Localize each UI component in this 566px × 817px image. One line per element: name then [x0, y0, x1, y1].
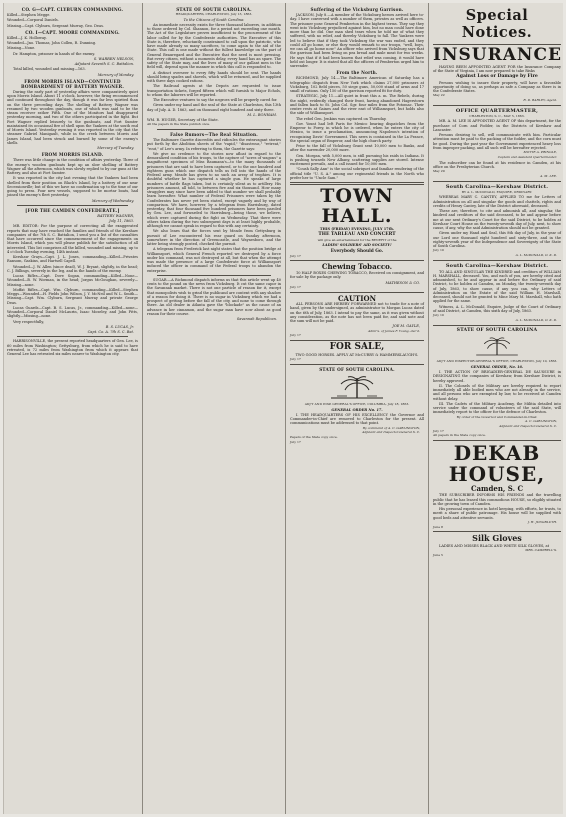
palmetto-seal-image: [465, 336, 529, 358]
article-paragraph: The rebel Gen. Jenkins was captured on Thursday.: [296, 116, 387, 121]
ad-date: July 17: [433, 428, 444, 433]
ad-text: MR. A. M. LEE IS APPOINTED AGENT OF this department, for the purchase of Corn and Fodder, in the Districts of Kershaw and Lancaster.: [433, 119, 561, 132]
ad-date: May 29: [433, 169, 445, 174]
article-paragraph: The Railroad agents at the Depots are requested to issue transportation tickets, forged fifteen which will furnish to Major Echols, to whom the laborers will be reported.: [147, 84, 281, 97]
ad-divider: [290, 292, 424, 293]
town-hall-society: LADIES' SOLDIERS' AID SOCIETY!: [322, 243, 392, 248]
divider: [17, 336, 128, 337]
column-rule: [428, 3, 429, 814]
ad-emphasis: Against Loss or Damage by Fire: [456, 74, 538, 80]
heading-from-north: From the North.: [336, 70, 378, 76]
for-sale-title: FOR SALE,: [329, 342, 385, 353]
article-paragraph: A telegram from Frederick last night states that the position bridge at Williamsport, which General French reported we destroyed by a force under his command, was not destroyed at all, but that when the attempt was made the presence of a large Confederate force at Williamsport induced the officer in command of the Federal troops to abandon the enterprise.: [147, 247, 281, 273]
ad-date: June 8: [433, 524, 444, 529]
article-paragraph: Lucas Guards—Capt. B. S. Lucas, Jr., commanding—Killed—none—Wounded—Corporal Daniel McLaurin, Isaac Moseley, and John Pitts, slightly—Missing—none.: [7, 305, 138, 319]
notice-byline: BY A. L. McDONALD, ESQUIRE, ORDINARY.: [461, 189, 533, 194]
article-paragraph: It was reported in the city last evening that the Yankees had been shelled from their position on Black's Island, by a battery of our near Secessionville; but of this we have no confirmation up to the time of our going to press. Four new vessels, supposed to be mortar boats, had joined the enemy's fleet yesterday.: [7, 176, 138, 198]
salutation: To the Citizens of South Carolina:: [183, 17, 245, 22]
casualty-line: Missing—Capt. Clyburn, Sergeant Murray, Geo. Deas.: [7, 23, 105, 28]
dateline: Mercury of Wednesday.: [91, 198, 134, 203]
ad-text: Persons desiring to sell, will communicate with him. Particular attention must be paid to the packing of the fodder, and the corn must be good. During the past year the Government experienced heavy loss from improper packing, and all such will be hereafter rejected.: [433, 133, 561, 150]
article-paragraph: Given under my hand and the seal of the State at Charleston, this 13th day of July. A. D. 1863, and on thousand eight hundred and sixty three.: [147, 103, 281, 112]
article-paragraph: HARRISONVILLE, the present reported headquarters of Gen. Lee, is 60 miles from Washington; Gettysburg, from which he is said to have retreated, is 72 miles from Washington from which it appears that General Lee has retreated six miles nearer to Washington city.: [7, 339, 138, 357]
ad-date: July 17: [290, 357, 301, 362]
ad-divider: [290, 260, 424, 261]
dateline: Savannah Republican.: [236, 317, 277, 322]
column-4: [430, 3, 564, 814]
ad-signature: MATHESON & CO.: [385, 280, 420, 285]
town-hall-date: THIS (FRIDAY) EVENING, JULY 17th.: [319, 226, 395, 231]
heading-co-i: CO. I—CAPT. MOORE COMMANDING.: [25, 29, 120, 35]
article-paragraph: The Executive ventures to say the negroes will be properly cared for.: [153, 98, 278, 103]
ad-date: July 17: [290, 253, 301, 258]
office-qm-title: OFFICE QUARTERMASTER,: [455, 107, 539, 114]
divider: [157, 129, 271, 130]
ad-text: LADIES AND MISSES BLACK AND WHITE SILK GLOVES, at: [439, 543, 550, 548]
heading-state-sc-2: STATE OF SOUTH CAROLINA.: [319, 366, 395, 372]
ad-divider: [433, 260, 561, 261]
insurance-title: INSURANCE: [433, 44, 562, 65]
ad-date: June 5: [433, 552, 444, 557]
ad-date: July 17: [290, 284, 301, 289]
order-text: I. THE HEADQUARTERS OF HIS EXCELLENCY the Governor and Commander-in-Chief are removed to Charleston for the present. All communications must be addressed to that point.: [290, 412, 424, 426]
order-text: By order of the Governor and Commander-in-Chief.: [456, 414, 538, 419]
casualty-line: Wounded—Corporal Daniels.: [7, 18, 59, 23]
chewing-tobacco-title: Chewing Tobacco.: [321, 262, 393, 272]
signature: M. L. BONHAM.: [247, 112, 277, 117]
column-1: [4, 3, 141, 814]
article-paragraph: MR. EDITOR: For the purpose of correcting all the exaggerated reports that may have reached the families and friends of the Kershaw companies of the 7th S. C. Battalion, I send you a list of the casualties that have occurred since the commencement of the engagements on Morris Island, which you will please publish for the satisfaction of all interested. This list comprises all the killed, wounded and missing, up to 4 o'clock Tuesday evening, 14th instant.: [7, 224, 138, 254]
ad-signature: R. D. BARLEY, Agent.: [523, 98, 557, 103]
notice-text: TO ALL AND SINGULAR THE KINDRED and creditors of WILLIAM H. MARSHALL, deceased. You, and each of you, are hereby cited and admonished, to be and appear in and before the Ordinary of said District, to be holden at Camden, on Monday, the twenty-seventh day of July, 1863, to show cause, if any you can, why Letters of Administration on the Estate of the said William H. Marshall, deceased, should not be granted to Mine Mary M. Marshall, who hath applied for the same.: [433, 269, 561, 304]
dateline: July 11, 1863.: [109, 219, 134, 224]
order-signature: Adjutant and Inspector-General S. C.: [499, 423, 557, 428]
article-paragraph: Wounded—J. W. Allen (since dead), W. J. Bryant, slightly, in the head; C. J. Billings, severely in the leg, and in the hands of the enemy.: [7, 264, 138, 273]
signature: Capt. Co. A. 7th S. C. Bat.: [87, 330, 134, 335]
article-paragraph: Gov. Yount had left Paris for Mexico bearing dispatches from the Emperor to Forey, in which he is ordered, when he enters the city of Mexico, to issue a proclamation, announcing Napoleon's intention of recognizing Davis' Government. This news is contained in the La France, the special organ of Emperor, and the high church party.: [290, 121, 424, 143]
dateline: CHARLESTON, S. C., MAY 5, 1863.: [469, 113, 525, 118]
casualty-line: Missing—None.: [7, 46, 36, 51]
ad-text: TWO GOOD HORSES. APPLY AT McCURRY & HAMMERSLAUGH'S.: [295, 353, 419, 358]
ad-text: His personal experience in hotel keeping, with efforts, he trusts, to merit a share of public patronage. His house will be supplied with good beds and attentive servants.: [433, 507, 561, 520]
ad-signature: A. L. McDONALD, O. K. D.: [515, 317, 557, 322]
kershaw-title: South Carolina—Kershaw District.: [445, 262, 549, 269]
ad-signature: Admr's. of James F. Young, dec'd.: [367, 328, 420, 333]
article-paragraph: Gen. Morgan, with 5,000 men, is still pursuing his raids in Indiana. It is pushing towards New Albany, scattering supplies are stored. Intense excitement prevails, and a call issued for 10,000 men.: [290, 153, 424, 167]
article-paragraph: Dr. Hampton, prisoner in hands of the enemy.: [13, 51, 96, 56]
ad-date: July 10: [433, 313, 444, 318]
dekab-house-title: DEKAB HOUSE,: [448, 441, 546, 487]
town-hall-title: TOWN HALL.: [320, 185, 394, 227]
notice-text: WHEREAS MARY C. CANTEY, APPLIED TO me for Letters of Administration on all and singular the goods and chattels, rights and credits of Henry Cantey, late of the District aforesaid, deceased.: [433, 195, 561, 208]
dateline: Mercury of Tuesday.: [97, 146, 134, 151]
publish-note: All papers in the State copy once.: [433, 433, 486, 438]
town-hall-text: will give an entertainment for the BENEFIT of the: [317, 237, 397, 242]
special-notices-title: Special Notices.: [461, 7, 533, 42]
order-title: GENERAL ORDER, No. 16.: [470, 364, 524, 369]
signature: B. S. LUCAS, Jr.: [105, 324, 134, 329]
article-paragraph: Kershaw Grays—Capt. J. L. Jones, commanding—Killed—Privates Ransom, Gaskins, and Hartsell Capell.: [7, 255, 138, 264]
article-paragraph: JACKSON, July 8.—A member of the Vicksburg heroes arrived here to-day. I have conversed with a number of them, privates as well as officers. The prisoner pose General Pemberton in the highest terms. They say they went into Vicksburg prejudiced against him, but no man could have done more than he did. One man shed tears when he told me of what they suffered, with no relief, and thereby Vicksburg to fall. The Yankees were led to believe that if they took Vicksburg the war was ended, and they could all go home, or else they would remark to our troops, "well, boys, we can all go home now." An officer who arrived from Vicksburg says that the garrison had been living on pea bread and mule meat for two weeks. He says that if it had been known that relief was coming, it would have held out longer. It is stated that all the officers of Pemberton urged him to surrender.: [290, 13, 424, 69]
ad-date: May 22: [433, 93, 445, 98]
ad-signature: J. H. JUNGBLUTH.: [527, 519, 557, 524]
silk-gloves-title: Silk Gloves: [472, 533, 522, 544]
article-paragraph: Total killed, wounded and missing—163.: [13, 67, 86, 72]
ad-signature: A. M. LEE.: [540, 173, 557, 178]
ad-signature: JOE M. GAYLE,: [392, 324, 420, 329]
dateline: BATTERY WAGNER,: [97, 213, 134, 218]
heading-state-sc: STATE OF SOUTH CAROLINA.: [176, 7, 252, 12]
column-rule: [285, 3, 286, 814]
publish-note: All the papers in the State publish once.: [147, 122, 211, 127]
article-paragraph: There was little change in the condition of affairs yesterday. Three of the enemy's wooden gunboats kept up an slow shelling of Battery Wagner all the afternoon, which was slowly replied to by our guns at the Battery, and also at Fort Sumter.: [7, 158, 138, 176]
dateline: ADJ'T AND INSPECTOR-GENERAL'S OFFICE, CHARLESTON, July 10, 1863.: [436, 359, 558, 364]
article-paragraph: The Baltimore Gazette discredits and ridicules the extravagant stories put forth by the Abolition sheets of the "rapid," "disastrous," "retreat," "rout," of Lee's army. In referring to them, the Gazette says:: [147, 138, 281, 151]
divider: [157, 275, 271, 276]
dateline: HEADQUARTERS, CHARLESTON, July 13, 1863.: [175, 12, 253, 17]
heading-from-morris: FROM MORRIS ISLAND.: [41, 152, 104, 158]
divider: [17, 205, 128, 206]
column-3: [287, 3, 427, 814]
order-text: II. The Colonels of the Military are hereby required to report immediately all able bodied men who are not already in the service, and all persons who are exempted by law, to be received at Camden without delay.: [433, 383, 561, 401]
order-text: III. The Cadets of the Military Academy, the Militia detailed into service under the command of volunteers of the said State, will immediately report to the officer for the defence of Charleston.: [433, 401, 561, 415]
dateline: Mercury of Monday.: [97, 72, 134, 77]
article-paragraph: Lucas Rifles—Capt. Dove Sogan, commanding—Killed—None—Wounded—B. W. Worman, in the head; Jorgus McGoughan, severely—Missing—none.: [7, 274, 138, 287]
ad-text: THE SUBSCRIBER INFORMS HIS FRIENDS and the travelling public that he has leased this commodious HOUSE, so eligibly situated in the growing town of Camden.: [433, 493, 561, 506]
casualty-line: Killed—Stephen Megge.: [7, 13, 51, 18]
article-paragraph: Very respectfully,: [13, 319, 45, 324]
palmetto-seal-image: [317, 375, 397, 401]
article-paragraph: STRATEGIC, July 11.—All quiet in front this a. m. The Rebels, during the night, evidently changed their front, having abandoned Hagerstown and fallen back to St. John Col. Sgr. four miles from the Potomac. Their centre rests at Gaines and the river east of Williamsport, but holds also the side of Williamsport.: [290, 94, 424, 116]
order-signature: Adjutant and Inspector-General S. C.: [362, 430, 420, 435]
ad-divider: [290, 364, 424, 365]
ad-divider: [433, 325, 561, 326]
article-paragraph: During the early part of yesterday affairs were comparatively quiet upon Morris Island. About 11 o'clock, however, the firing recommenced and continued throughout the day, though it was far less spirited than on the three preceding days. The shelling of Battery Wagner was resumed by two wooden gunboats, one of which was said to be the steam receiver rather Fifth. One of the Monitors had disappeared yesterday morning, and two of the others participated in the fight. But Fort Wagner replied leisurely to the gunboats, and Fort Sumter maintained its occasional fire of shell upon the Yankees at the south end of Morris Island. Yesterday evening it was reported in the city that the steamer Gabriel Manigault, while in the creek between Morris and James Island, had been struck and burned by some of the enemy's shells.: [7, 89, 138, 145]
signature: S. WARREN NELSON,: [93, 56, 134, 61]
order-text: I. THE ACTION OF BRIGADIER-GENERAL DE SAUSSURE in DESIGNATING the companies of Kershaw, from Kershaw District, is hereby approved.: [433, 370, 561, 383]
town-hall-event: THE TABLEAU AND CONCERT: [318, 232, 396, 238]
casualty-line: Killed—J. K. Holloway.: [7, 35, 47, 40]
ad-date: July 17: [290, 439, 301, 444]
article-paragraph: Prior to the fall of Vicksburg Grant sent 10,000 men to Banks, and after the surrender 20,000 more.: [290, 144, 424, 153]
dateline: ADJ'T AND INSP. GENERAL'S OFFICE, COLUMBIA, July 18, 1863.: [304, 402, 410, 406]
article-paragraph: RICHMOND, July 14.—The Baltimore American of Saturday has a telegraphic dispatch from New York which claims 27,000 prisoners at Vicksburg, 102 field pieces, 50 siege guns, 50,000 stand of arms and 17 small of rations. Only 150 of the garrison reported fit for duty.: [290, 76, 424, 94]
article-paragraph: "Coush Sally Ann" is the social sobriquet and familiar rendering of the official title "U. S. A." among our regimental friends in the North who prefer her to "Uncle Sam.": [290, 167, 424, 180]
notice-text: Witness, A. L. McDonald, Esquire, Judge of the Court of Ordinary of said District, at Camden, this sixth day of July, 1863.: [433, 304, 561, 313]
ad-signature: MOTTE A. PRINGLE,: [523, 150, 557, 155]
ad-date: July 17: [290, 333, 301, 338]
heading-morris-island: FROM MORRIS ISLAND—CONTINUED BOMBARDMENT OF BATTERY WAGNER.: [21, 78, 124, 89]
order-signature: A. C. GARLINGTON,: [524, 419, 557, 424]
ad-divider: [433, 531, 561, 532]
notice-text: These are, therefore, to cite and admonish all, and singular, the kindred and creditors of the said deceased, to be and appear before me at our next Ordinary's Court for the said District, to be holden at Kershaw Court House on the twenty-seventh day of July, next, to show cause, if any, why the said Administration should not be granted.: [433, 209, 561, 230]
notice-text: Given under my Hand and Seal, this 8th day of July, in the year of our Lord one thousand eight hundred and sixty-three, and in the eighty-seventh year of the Independence and Sovereignty of the State of South Carolina.: [433, 231, 561, 248]
state-sc-title: STATE OF SOUTH CAROLINA: [456, 327, 538, 333]
ad-divider: [433, 181, 561, 182]
newspaper-page: [3, 3, 563, 814]
town-hall-tagline: Everybody Should Go.: [330, 248, 384, 254]
casualty-line: Wounded—Jno. Thomas, John Collen, R. Dunning.: [7, 41, 97, 46]
ad-text: The subscriber can be found at his residence in Camden, at his office on the Presbyterian Church.: [433, 160, 561, 169]
ad-signature: Captain and Assistant Quartermaster.: [497, 154, 557, 159]
heading-co-g: CO. G—CAPT. CLYBURN COMMANDING.: [21, 7, 124, 12]
article-paragraph: Moffat Rifles—Capt. Wm. Clyburn, commanding—Killed—Stephen Meggs—Wounded—H. Fields John Wilson, J. Y. McNeil and W. L. Smith—Missing—Capt. Wm. Clyburn, Sergeant Murray and private George Deas.: [7, 287, 138, 305]
ad-text: HAVING BEEN APPOINTED AGENT FOR the Insurance Company of the State of Virginia, I am now prepared to take Risks: [433, 64, 561, 73]
article-paragraph: SUGAR.—A Richmond dispatch informs us that this article went up 40 cents to the pound on the news from Vicksburg. It cut the same capor in the Savannah market. There is not one particle of reason for it, except that monopolists wish to grind the publicand are content with any shadow of a reason for doing it. There is no sugar in Vicksburg which we had a prospect of getting before the fall of the city, and none to come through there. An old dealer in Atlanta gave the "blockade" as the cause of an advance in her cinnamon, and the sugar man have now about as good reason for their course.: [147, 277, 281, 316]
caution-title: CAUTION: [337, 293, 377, 303]
article-paragraph: An immediate necessity exists for three thousand laborers, in addition to those ordered by Col. Shannon, for a period not exceeding one month. The Act of the Legislature proves insufficient to the procurement of the labor called for by the Confederate authorities. The Executive of this State is, therefore, reluctantly constrained to call upon the patriotic, who have made already so many sacrifices, to come again to the aid of the State. This call is one made without the fullest knowledge on the part of General Beauregard and the Executive that the need is most pressing. But every citizen, without a moments delay, every hand has an spare. The safety of the State may, and the lives of many of our gallant men in the field will, depend upon the manner in which this call is responded to.: [147, 22, 281, 70]
ad-signature: MRS. CAMPBELL'S.: [525, 548, 557, 553]
ad-text: Persons wishing to insure their property, will have a favorable opportunity of doing so, as perhaps as safe a Company as there is in the Confederate States.: [433, 80, 561, 94]
heading-camden-confederate: [FOR THE CAMDEN CONFEDERATE.]: [25, 207, 120, 213]
signature: Adjutant Seventh S. C. Battalion.: [74, 62, 134, 67]
article-paragraph: We give no credence to the stories now afloat in regard to the demoralized condition of his troops, to the capture of "acres of wagons" a magnificent specimen of Miss Baumann's—to the many thousands of prisoners that are said to have been captured, or to the one hundred and eighteen guns which one dispatch tells us fell into the hands of the Federal army. Meade has given to no such an array of trophies. It is doubtful whether he has captured a single gun. He speaks of large numbers of battle flags taken, but is certainly silent as to artillery. His prisoners amount, all told, to between five and six thousand. How many stragglers may since have been added to that number we shall probably learn hereafter. What number of Federal Prisoners were taken by the Confederates has never yet been stated, except vaguely and by way of comparison. We have, however, by a telegram from Harrisburg, dated yesterday, that four thousand five hundred prisoners have been paroled by Gen. Lee, and forwarded to Harrisburg—being those, we believe, which were captured during the fight on Wednesday. That there were others taken during the two subsequent days is at least highly probable, although we cannot speak in regard to this with any certainty.: [147, 151, 281, 229]
column-2: [144, 3, 284, 814]
article-paragraph: We also learn that the forces sent by Meade from Gettysburg in pursuit of Lee encountered his rear guard on Sunday afternoon, somewhere in the direction of Greencastle, and Waynesboro, and the latter being strongly posted, checked the pursuit.: [147, 229, 281, 247]
kershaw-title: South Carolina—Kershaw District.: [445, 183, 549, 190]
ad-divider: [290, 340, 424, 341]
heading-vicksburg: Suffering of the Vicksburg Garrison.: [310, 7, 404, 12]
ad-signature: A. L. McDONALD, O. K. D.: [515, 252, 557, 257]
order-title: GENERAL ORDER No. 17.: [331, 407, 383, 412]
ad-text: ALL PERSONS ARE HEREBY FORWARNED not to trade for a note of hand, given by the undersigned, as administrator to Morgan Lucas dated on the 6th of July, 1863. I intend to pay the same, as it was given without any consideration, as the note has not been paid for, and said note and the sum will not be paid.: [290, 302, 424, 324]
publish-note: Papers of the State copy once.: [290, 435, 338, 440]
signature: WM. R. HUGER, Secretary of the State.: [147, 118, 219, 123]
heading-false-rumors: False Rumors—The Real Situation.: [170, 132, 258, 138]
dekab-house-location: Camden, S. C: [470, 484, 524, 494]
ad-text: 10 HALF BOXES CHEWING TOBACCO, Received on consignment, and for sale by the package only.: [290, 271, 424, 280]
order-signature: By command of A. C. GARLINGTON,: [362, 425, 420, 430]
column-rule: [142, 3, 143, 814]
ad-divider: [433, 105, 561, 106]
ad-date: July 10: [433, 248, 444, 253]
article-paragraph: A distinct overseer to every fifty hands should be sent. The hands should bring spades and shovels, which will be returned, and be supplied with three days cooked rations.: [147, 70, 281, 84]
